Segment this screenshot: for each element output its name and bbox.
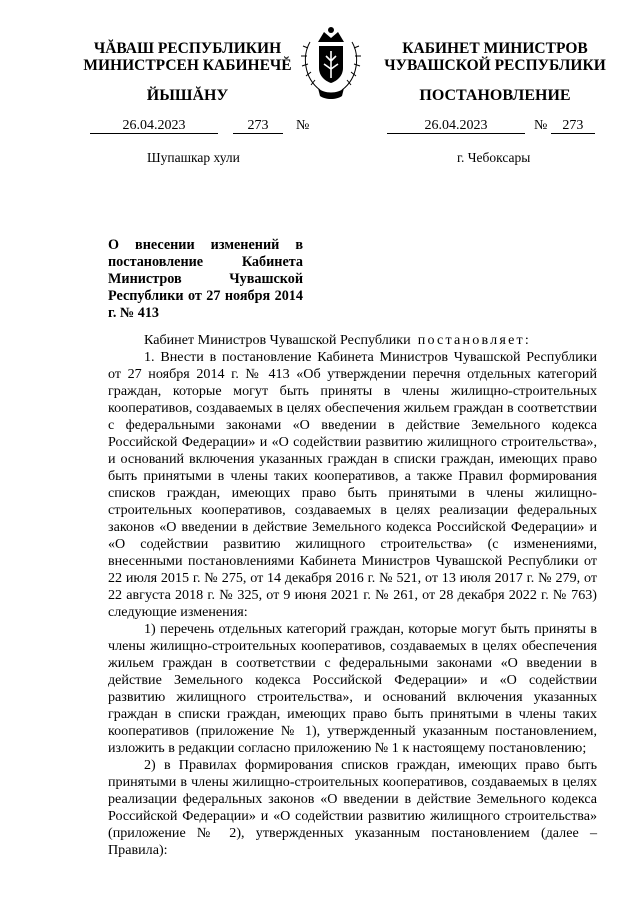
paragraph-1: 1. Внести в постановление Кабинета Министров Чувашской Республики от 27 ноября 2014 г. № 413 «Об утверждении перечня отдельных категорий граждан, которые могут быть приняты в члены жилищно-строительных кооперативов, создаваемых в целях обеспечения жильем граждан в соответствии с федеральными законами «О введении в действие Земельного кодекса Российской Федерации» и «О содействии развитию жилищного строительства», и оснований включения указанных граждан в списки граждан, имеющих право быть принятыми в члены таких кооперативов, а также Правил формирования списков граждан, имеющих право быть принятыми в члены жилищно-строительных кооперативов, создаваемых в целях реализации федеральных законов «О введении в действие Земельного кодекса Российской Федерации» и «О содействии развитию жилищного строительства» (с изменениями, внесенными постановлениями Кабинета Министров Чувашской Республики от 22 июля 2015 г. № 275, от 14 декабря 2016 г. № 521, от 13 июля 2017 г. № 279, от 22 августа 2018 г. № 325, от 9 июня 2021 г. № 261, от 28 декабря 2022 г. № 763) следующие изменения:	[108, 349, 597, 620]
place-right: г. Чебоксары	[457, 150, 531, 165]
header-left-doctype: ЙЫШĂНУ	[146, 87, 229, 104]
registration-right-number: 273	[551, 118, 595, 134]
document-body	[108, 332, 597, 859]
header-left-line2: МИНИСТРСЕН КАБИНЕЧĔ	[83, 57, 292, 74]
paragraph-3: 2) в Правилах формирования списков граждан, имеющих право быть принятыми в члены жилищно-строительных кооперативов, создаваемых в целях реализации федеральных законов «О введении в действие Земельного кодекса Российской Федерации» и «О содействии развитию жилищного строительства» (приложение № 2), утвержденных указанным постановлением (далее – Правила):	[108, 757, 597, 858]
header-right-block	[365, 40, 625, 74]
document-title: О внесении изменений в постановление Кабинета Министров Чувашской Республики от 27 ноября 2014 г. № 413	[108, 237, 303, 321]
registration-right-date: 26.04.2023	[387, 118, 525, 134]
registration-right-no-sign: №	[534, 118, 548, 133]
header-right-doctype: ПОСТАНОВЛЕНИЕ	[419, 87, 571, 104]
header-left-line1: ЧĂВАШ РЕСПУБЛИКИН	[93, 40, 282, 57]
chuvashia-emblem-icon	[298, 22, 364, 100]
header-right-line1: КАБИНЕТ МИНИСТРОВ	[402, 40, 588, 57]
registration-left-no-sign: №	[296, 118, 310, 133]
header-left-block	[70, 40, 305, 74]
registration-left-number: 273	[233, 118, 283, 134]
registration-right	[387, 118, 595, 134]
intro-verb: постановляет:	[417, 332, 532, 348]
registration-left	[90, 118, 309, 134]
intro-paragraph	[108, 332, 597, 349]
registration-left-date: 26.04.2023	[90, 118, 218, 134]
intro-lead: Кабинет Министров Чувашской Республики	[144, 332, 411, 348]
paragraph-2: 1) перечень отдельных категорий граждан, которые могут быть приняты в члены жилищно-строительных кооперативов, создаваемых в целях обеспечения жильем граждан в соответствии с федеральными законами «О введении в действие Земельного кодекса Российской Федерации» и «О содействии развитию жилищного строительства», и оснований включения указанных граждан в списки граждан, имеющих право быть принятыми в члены таких кооперативов (приложение № 1), утвержденный указанным постановлением, изложить в редакции согласно приложению № 1 к настоящему постановлению;	[108, 621, 597, 756]
place-left: Шупашкар хули	[147, 150, 240, 165]
header-right-line2: ЧУВАШСКОЙ РЕСПУБЛИКИ	[384, 57, 606, 74]
